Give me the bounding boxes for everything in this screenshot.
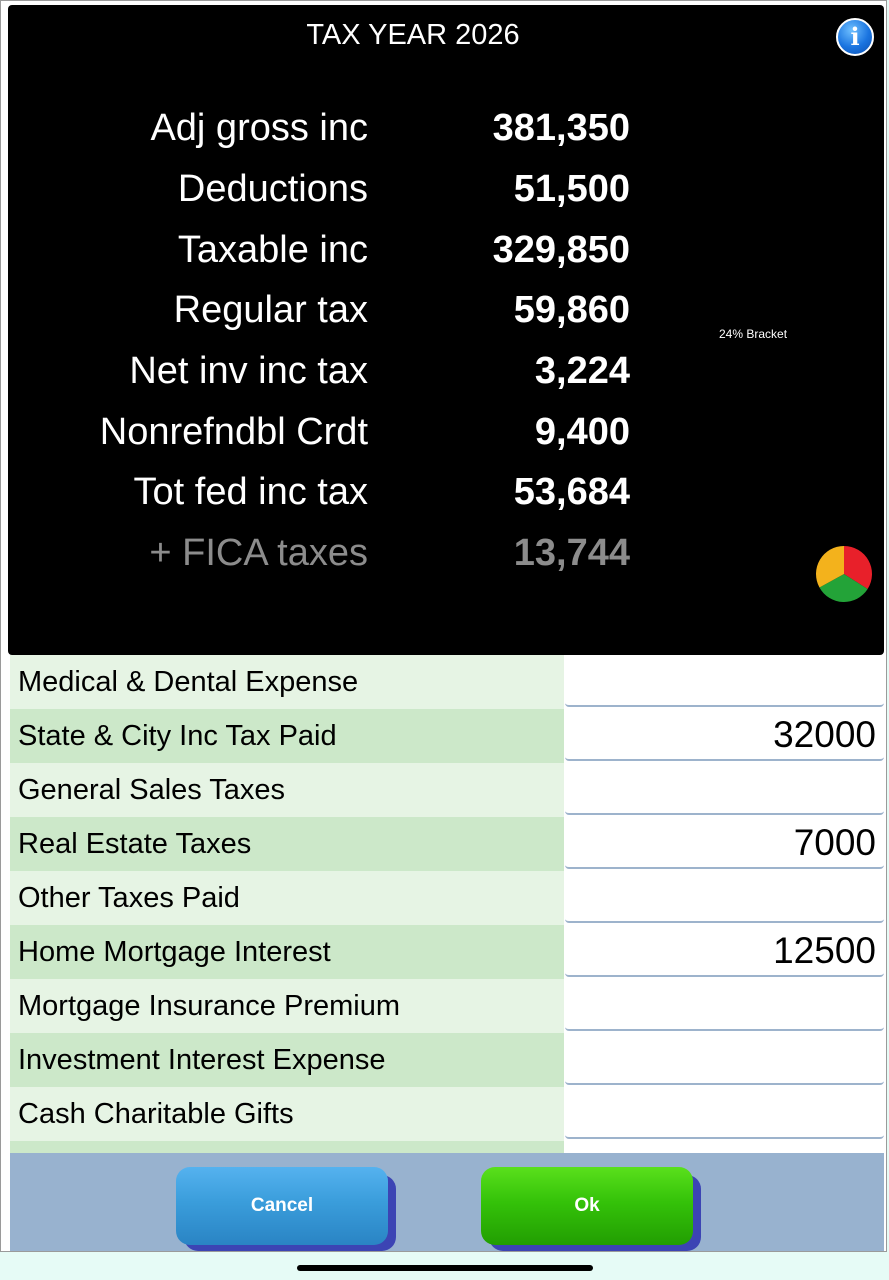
summary-row-niit — [8, 346, 668, 396]
info-icon[interactable]: i — [836, 18, 874, 56]
tax-year-title: TAX YEAR 2026 — [306, 19, 520, 51]
deduction-input[interactable]: 7000 — [565, 817, 884, 869]
summary-row-fica — [8, 528, 668, 578]
cancel-button[interactable]: Cancel — [176, 1167, 388, 1245]
deduction-label: Other Taxes Paid — [10, 871, 564, 925]
summary-label: + FICA taxes — [149, 532, 368, 574]
deduction-input[interactable] — [565, 1087, 884, 1139]
tax-summary-panel — [8, 5, 884, 655]
home-indicator[interactable] — [297, 1265, 593, 1271]
deduction-label: Investment Interest Expense — [10, 1033, 564, 1087]
summary-value: 13,744 — [513, 532, 630, 574]
summary-value: 59,860 — [513, 289, 630, 331]
summary-value: 9,400 — [534, 411, 630, 453]
list-item — [10, 763, 884, 817]
deduction-label: Medical & Dental Expense — [10, 655, 564, 709]
deduction-label: General Sales Taxes — [10, 763, 564, 817]
summary-value: 381,350 — [492, 107, 630, 149]
summary-value: 51,500 — [513, 168, 630, 210]
summary-row-deductions — [8, 164, 668, 214]
deduction-label: Cash Charitable Gifts — [10, 1087, 564, 1141]
summary-row-taxable — [8, 225, 668, 275]
list-item — [10, 925, 884, 979]
list-item — [10, 979, 884, 1033]
list-item — [10, 817, 884, 871]
list-item — [10, 709, 884, 763]
tax-bracket-label: 24% Bracket — [719, 327, 788, 341]
summary-label: Nonrefndbl Crdt — [99, 411, 368, 453]
list-item — [10, 655, 884, 709]
deduction-input[interactable] — [565, 871, 884, 923]
list-item — [10, 1087, 884, 1141]
list-item — [10, 871, 884, 925]
summary-label: Deductions — [177, 168, 368, 210]
deduction-label: Home Mortgage Interest — [10, 925, 564, 979]
deduction-input[interactable] — [565, 979, 884, 1031]
summary-row-credits — [8, 407, 668, 457]
tax-pie-chart[interactable] — [815, 545, 873, 603]
summary-label: Taxable inc — [177, 229, 368, 271]
summary-row-regular-tax — [8, 285, 668, 335]
deductions-list[interactable] — [10, 655, 884, 1155]
deduction-input[interactable] — [565, 655, 884, 707]
summary-label: Adj gross inc — [150, 107, 368, 149]
summary-value: 53,684 — [513, 471, 630, 513]
summary-row-total-tax — [8, 467, 668, 517]
deduction-label: Real Estate Taxes — [10, 817, 564, 871]
deduction-input[interactable]: 32000 — [565, 709, 884, 761]
summary-value: 3,224 — [534, 350, 630, 392]
button-bar — [10, 1153, 884, 1251]
deduction-label: Mortgage Insurance Premium — [10, 979, 564, 1033]
summary-row-agi — [8, 103, 668, 153]
ok-button[interactable]: Ok — [481, 1167, 693, 1245]
deduction-input[interactable] — [565, 1033, 884, 1085]
deduction-label: State & City Inc Tax Paid — [10, 709, 564, 763]
list-item — [10, 1033, 884, 1087]
summary-label: Net inv inc tax — [129, 350, 368, 392]
deduction-input[interactable] — [565, 763, 884, 815]
deduction-input[interactable]: 12500 — [565, 925, 884, 977]
summary-label: Tot fed inc tax — [133, 471, 368, 513]
summary-label: Regular tax — [173, 289, 368, 331]
summary-value: 329,850 — [492, 229, 630, 271]
